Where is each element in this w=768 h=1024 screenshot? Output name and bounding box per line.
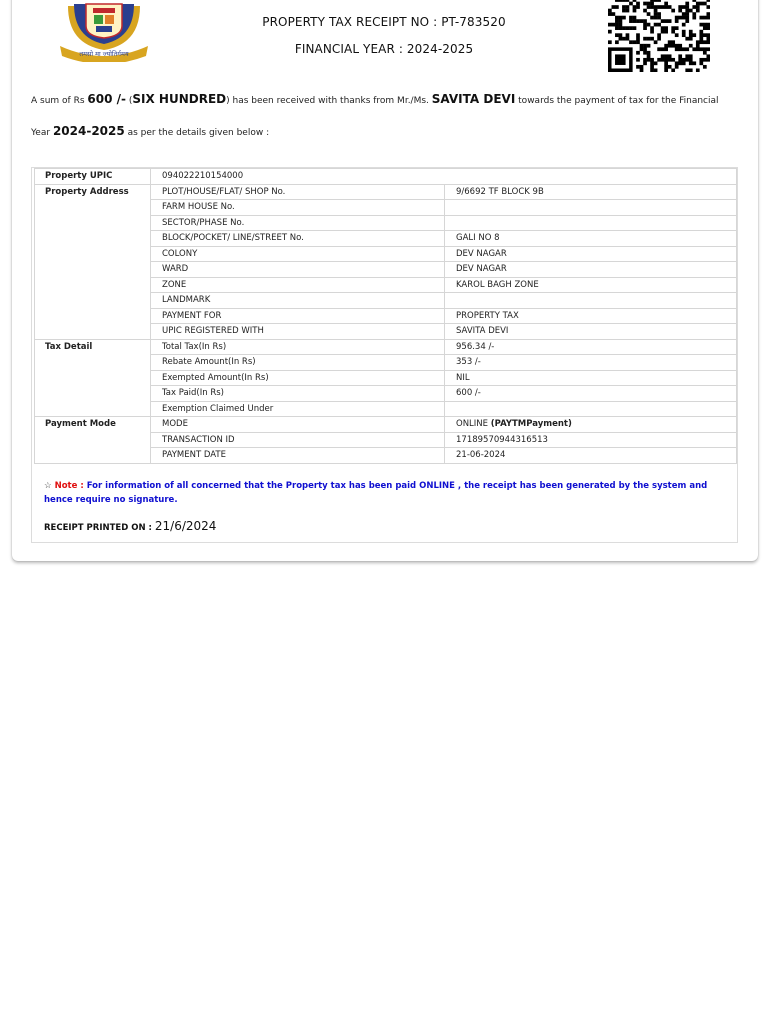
row-value-text: 17189570944316513	[456, 434, 548, 445]
row-label	[151, 184, 445, 200]
row-value-text: PROPERTY TAX	[456, 310, 519, 321]
row-label-text: SECTOR/PHASE No.	[162, 217, 245, 228]
financial-year-title: FINANCIAL YEAR : 2024-2025	[294, 42, 474, 56]
row-value	[445, 401, 737, 417]
row-label-text: Exempted Amount(In Rs)	[162, 372, 269, 383]
row-value-extra: (PAYTMPayment)	[490, 419, 572, 430]
row-label-text: Total Tax(In Rs)	[162, 341, 227, 352]
row-value-text: 21-06-2024	[456, 450, 506, 461]
row-value	[445, 339, 737, 355]
row-label-text: ZONE	[162, 279, 187, 290]
row-label-text: WARD	[162, 264, 189, 275]
row-label-text: Tax Paid(In Rs)	[162, 388, 224, 399]
row-label	[151, 231, 445, 247]
row-value	[445, 262, 737, 278]
row-value-text: 353 /-	[456, 357, 481, 368]
row-value	[445, 308, 737, 324]
row-label	[151, 355, 445, 371]
amount-words: SIX HUNDRED	[132, 92, 227, 106]
note-label: Note :	[54, 481, 84, 491]
row-value-text: NIL	[456, 372, 470, 383]
row-value	[445, 200, 737, 216]
intro-mid: ) has been received with thanks from Mr./Ms.	[226, 96, 429, 106]
row-label	[151, 215, 445, 231]
address-section-label-text: Property Address	[45, 186, 129, 197]
address-section-label	[35, 184, 151, 339]
row-value-text: DEV NAGAR	[456, 264, 507, 275]
row-value-text: 956.34 /-	[456, 341, 495, 352]
amount-figure: 600 /-	[87, 92, 126, 106]
table-row	[35, 417, 737, 433]
details-table	[34, 168, 737, 464]
row-label-text: PLOT/HOUSE/FLAT/ SHOP No.	[162, 186, 286, 197]
row-label-text: BLOCK/POCKET/ LINE/STREET No.	[162, 233, 304, 244]
financial-year: 2024-2025	[52, 124, 125, 138]
payment-section-label-text: Payment Mode	[45, 419, 116, 429]
row-label-text: COLONY	[162, 248, 198, 259]
row-value	[445, 184, 737, 200]
row-value-text: DEV NAGAR	[456, 248, 507, 259]
row-value	[445, 448, 737, 464]
row-label	[151, 417, 445, 433]
row-label	[151, 370, 445, 386]
printed-label: RECEIPT PRINTED ON :	[44, 523, 152, 533]
payer-name: SAVITA DEVI	[431, 92, 516, 106]
row-label	[151, 339, 445, 355]
mcd-emblem-logo	[58, 0, 150, 62]
row-label-text: PAYMENT DATE	[162, 450, 226, 461]
upic-value	[151, 169, 737, 185]
row-label-text: FARM HOUSE No.	[162, 202, 235, 213]
row-label	[151, 200, 445, 216]
upic-label	[35, 169, 151, 185]
system-note	[44, 479, 724, 507]
row-value	[445, 246, 737, 262]
year-suffix: as per the details given below :	[127, 128, 270, 138]
row-label	[151, 308, 445, 324]
row-value-text: 9/6692 TF BLOCK 9B	[456, 186, 544, 197]
intro-line-2	[31, 124, 736, 138]
row-label-text: UPIC REGISTERED WITH	[162, 326, 264, 337]
row-label	[151, 262, 445, 278]
payment-section-label	[35, 417, 151, 464]
upic-value-text: 094022210154000	[162, 171, 244, 182]
table-row	[35, 184, 737, 200]
row-value-text: 600 /-	[456, 388, 481, 399]
open-paren: (	[128, 96, 133, 106]
row-value	[445, 432, 737, 448]
row-label	[151, 246, 445, 262]
row-value-text: SAVITA DEVI	[456, 326, 509, 337]
row-label	[151, 448, 445, 464]
row-value	[445, 370, 737, 386]
row-label	[151, 401, 445, 417]
receipt-details-panel	[31, 167, 738, 543]
receipt-printed-on	[44, 519, 216, 533]
row-value	[445, 215, 737, 231]
row-label-text: MODE	[162, 419, 188, 430]
row-value	[445, 386, 737, 402]
table-row	[35, 169, 737, 185]
row-label	[151, 324, 445, 340]
receipt-title: PROPERTY TAX RECEIPT NO : PT-783520	[262, 15, 506, 29]
row-label	[151, 432, 445, 448]
star-icon: ☆	[44, 481, 52, 491]
note-text: For information of all concerned that the Property tax has been paid ONLINE , the receipt has been generated by the system and hence require no signature.	[44, 481, 708, 505]
table-row	[35, 339, 737, 355]
row-value	[445, 417, 737, 433]
tax-section-label-text: Tax Detail	[45, 341, 93, 352]
row-value	[445, 231, 737, 247]
row-value-text: ONLINE	[456, 419, 489, 430]
row-label-text: Rebate Amount(In Rs)	[162, 357, 256, 368]
row-label	[151, 277, 445, 293]
emblem-motto: तमसो मा ज्योतिर्गमय	[79, 50, 129, 58]
upic-label-text: Property UPIC	[45, 171, 113, 182]
row-value	[445, 324, 737, 340]
intro-suffix: towards the payment of tax for the Financial	[518, 96, 719, 106]
row-value	[445, 277, 737, 293]
year-prefix: Year	[31, 128, 51, 138]
row-label-text: TRANSACTION ID	[162, 434, 235, 445]
row-label	[151, 386, 445, 402]
qr-code-icon	[608, 0, 710, 72]
row-value-text: KAROL BAGH ZONE	[456, 279, 539, 290]
intro-line-1	[31, 92, 736, 106]
row-label	[151, 293, 445, 309]
row-label-text: Exemption Claimed Under	[162, 403, 274, 414]
tax-section-label	[35, 339, 151, 417]
row-label-text: LANDMARK	[162, 295, 211, 306]
row-value	[445, 355, 737, 371]
row-label-text: PAYMENT FOR	[162, 310, 222, 321]
row-value	[445, 293, 737, 309]
printed-date: 21/6/2024	[154, 519, 217, 533]
row-value-text: GALI NO 8	[456, 233, 500, 244]
intro-prefix: A sum of Rs	[31, 96, 85, 106]
